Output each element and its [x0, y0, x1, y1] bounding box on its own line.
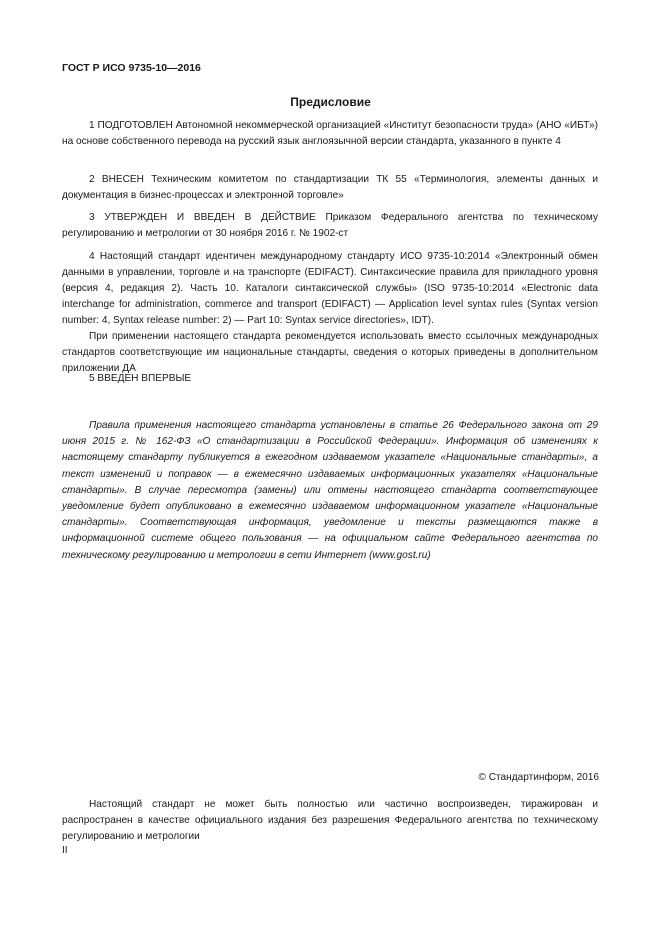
preface-item-3 [62, 210, 598, 242]
preface-item-4-paragraph-1: 4 Настоящий стандарт идентичен международному стандарту ИСО 9735-10:2014 «Электронный обмен данными в управлении, торговле и на транспорте (EDIFACT). Синтаксические правила для прикладного уровня (версия 4, редакция 2). Часть 10. Каталоги синтаксической службы» (ISO 9735-10:2014 «Electronic data interchange for administration, commerce and transport (EDIFACT) — Application level syntax rules (Syntax version number: 4, Syntax release number: 2) — Part 10: Syntax service directories», IDT). [62, 251, 598, 326]
preface-item-1-text: 1 ПОДГОТОВЛЕН Автономной некоммерческой организацией «Институт безопасности труда» (АНО «ИБТ») на основе собственного перевода на русский язык англоязычной версии стандарта, указанного в пункте 4 [62, 120, 598, 147]
copyright-line: © Стандартинформ, 2016 [478, 772, 599, 783]
notice-text: Правила применения настоящего стандарта установлены в статье 26 Федерального закона от 29 июня 2015 г. № 162-ФЗ «О стандартизации в Российской Федерации». Информация об изменениях к настоящему стандарту публикуется в ежегодном издаваемом указателе «Национальные стандарты», а текст изменений и поправок — в ежемесячно издаваемых информационных указателях «Национальные стандарты». В случае пересмотра (замены) или отмены настоящего стандарта соответствующее уведомление будет опубликовано в ежемесячно издаваемом информационном указателе «Национальные стандарты». Соответствующая информация, уведомление и тексты размещаются также в информационной системе общего пользования — на официальном сайте Федерального агентства по техническому регулированию и метрологии в сети Интернет (www.gost.ru) [62, 420, 598, 561]
preface-item-4-paragraph-2: При применении настоящего стандарта рекомендуется использовать вместо ссылочных международных стандартов соответствующие им национальные стандарты, сведения о которых приведены в дополнительном приложении ДА [62, 331, 598, 374]
page-number: II [62, 845, 68, 856]
preface-item-3-text: 3 УТВЕРЖДЕН И ВВЕДЕН В ДЕЙСТВИЕ Приказом Федерального агентства по техническому регулированию и метрологии от 30 ноября 2016 г. № 1902-ст [62, 212, 598, 239]
preface-item-2-text: 2 ВНЕСЕН Техническим комитетом по стандартизации ТК 55 «Терминология, элементы данных и документация в бизнес-процессах и электронной торговле» [62, 174, 598, 201]
preface-item-5 [62, 371, 598, 387]
preface-item-2 [62, 172, 598, 204]
preface-item-4 [62, 249, 598, 377]
reproduction-notice-text: Настоящий стандарт не может быть полностью или частично воспроизведен, тиражирован и распространен в качестве официального издания без разрешения Федерального агентства по техническому регулированию и метрологии [62, 799, 598, 842]
reproduction-notice [62, 797, 598, 845]
preface-item-1 [62, 118, 598, 150]
document-code: ГОСТ Р ИСО 9735-10—2016 [62, 62, 201, 74]
preface-title: Предисловие [290, 95, 371, 109]
preface-item-5-text: 5 ВВЕДЕН ВПЕРВЫЕ [89, 373, 192, 384]
application-rules-notice [62, 418, 598, 564]
